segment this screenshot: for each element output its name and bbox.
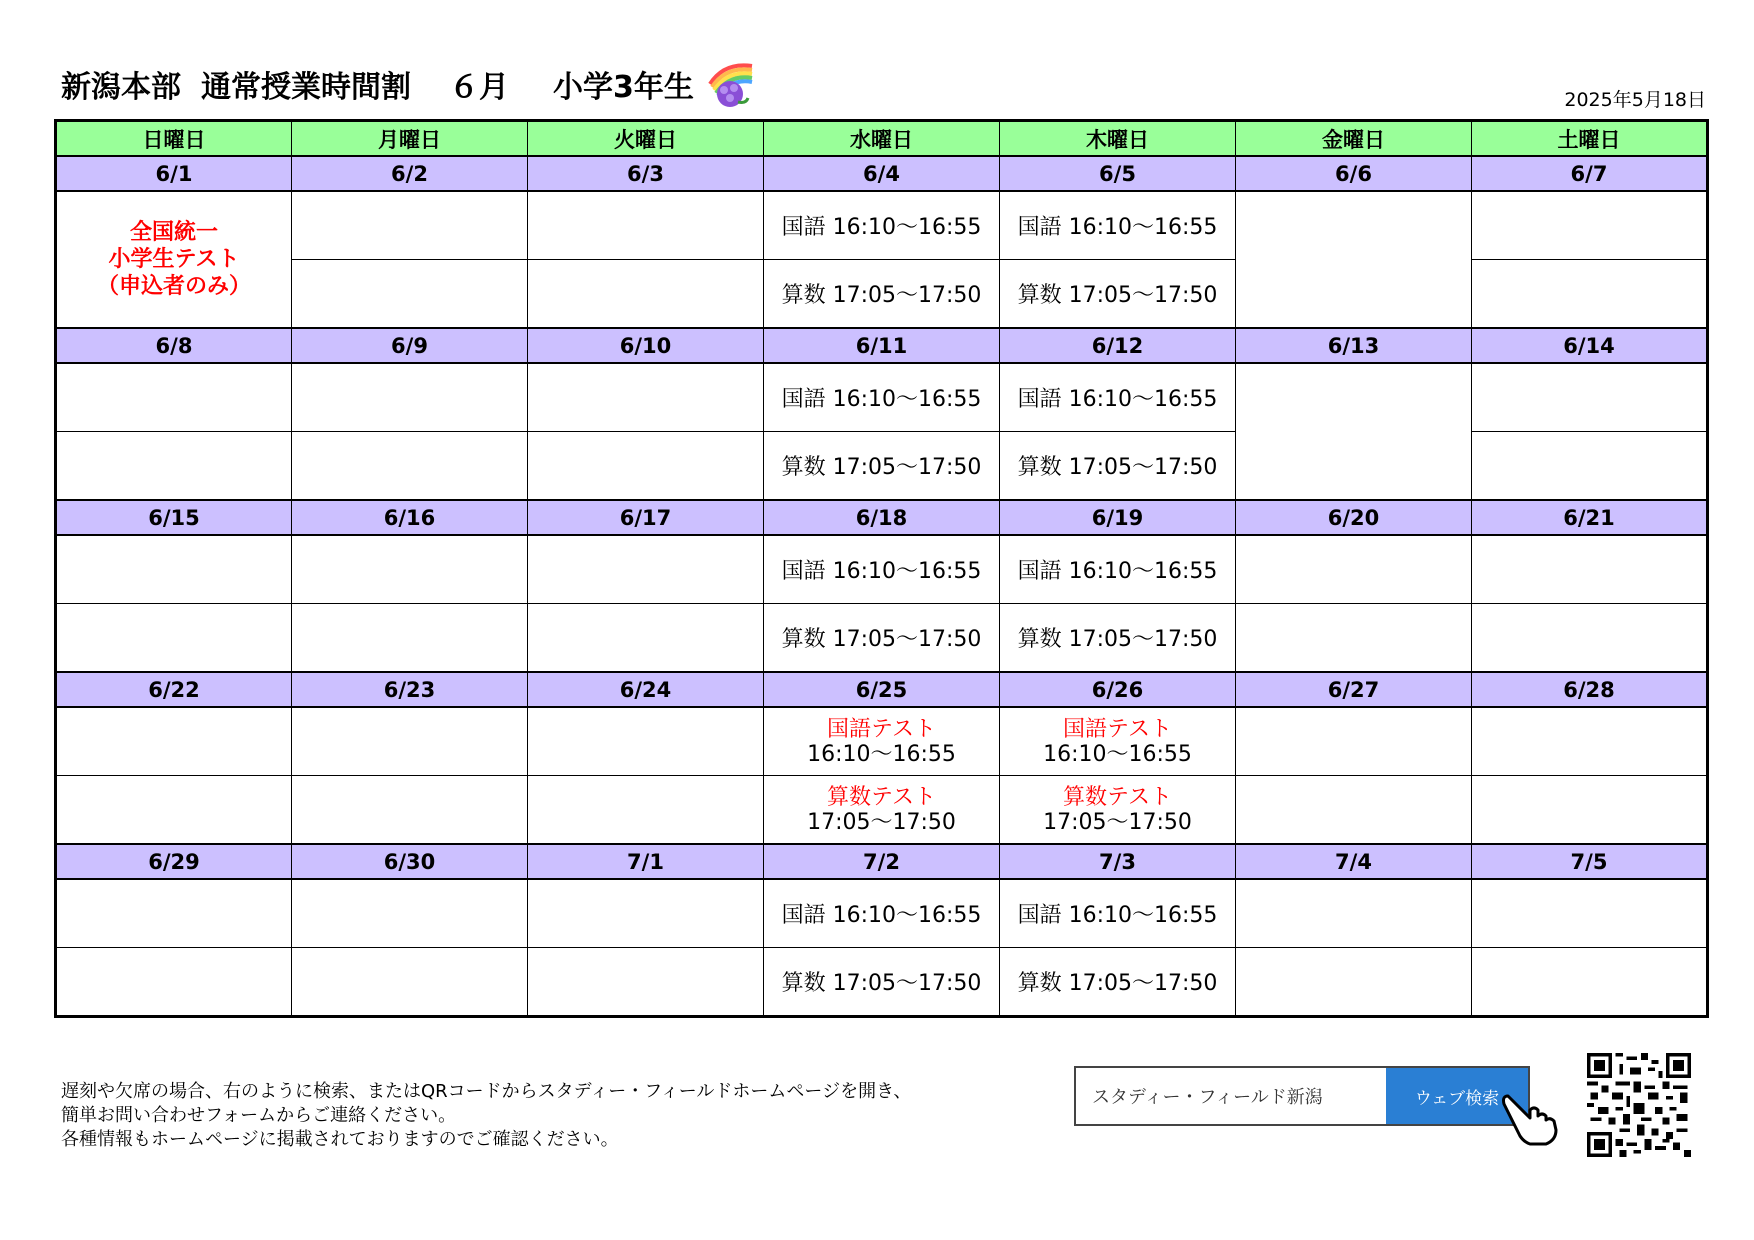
- lesson-cell: [1236, 604, 1472, 673]
- slot-row: [56, 191, 1708, 260]
- lesson-cell: [1236, 776, 1472, 845]
- lesson-cell: [1236, 879, 1472, 948]
- test-label: 算数テスト: [826, 784, 937, 810]
- lesson-cell: 算数 17:05～17:50: [764, 604, 1000, 673]
- date-cell: 6/27: [1236, 672, 1472, 707]
- lesson-cell: [1472, 535, 1708, 604]
- date-cell: 6/21: [1472, 500, 1708, 535]
- lesson-cell: [1472, 604, 1708, 673]
- lesson-cell: [292, 432, 528, 501]
- lesson-cell: [56, 948, 292, 1017]
- test-label: 算数テスト: [1062, 784, 1173, 810]
- lesson-cell: 算数 17:05～17:50: [764, 260, 1000, 329]
- test-label: 国語テスト: [1062, 716, 1173, 742]
- lesson-cell: [56, 363, 292, 432]
- date-cell: 6/20: [1236, 500, 1472, 535]
- slot-row: [56, 879, 1708, 948]
- lesson-cell: [528, 432, 764, 501]
- date-cell: 6/2: [292, 156, 528, 191]
- slot-row: [56, 363, 1708, 432]
- date-cell: 6/26: [1000, 672, 1236, 707]
- lesson-cell: [1472, 363, 1708, 432]
- date-cell: 7/1: [528, 844, 764, 879]
- lesson-cell: [292, 707, 528, 776]
- lesson-cell: 国語 16:10～16:55: [764, 879, 1000, 948]
- weekday-tue: 火曜日: [528, 121, 764, 157]
- lesson-cell: [528, 363, 764, 432]
- date-row: [56, 672, 1708, 707]
- lesson-cell: [1472, 432, 1708, 501]
- date-cell: 6/8: [56, 328, 292, 363]
- date-row: [56, 156, 1708, 191]
- date-cell: 6/24: [528, 672, 764, 707]
- test-cell: [1000, 776, 1236, 845]
- lesson-cell: [528, 879, 764, 948]
- weekday-sat: 土曜日: [1472, 121, 1708, 157]
- pointing-hand-icon: [1500, 1090, 1564, 1146]
- lesson-cell: [1472, 260, 1708, 329]
- page-title: [61, 58, 758, 110]
- date-row: [56, 328, 1708, 363]
- lesson-cell: 算数 17:05～17:50: [1000, 948, 1236, 1017]
- lesson-cell: [528, 604, 764, 673]
- date-cell: 6/15: [56, 500, 292, 535]
- slot-row: [56, 604, 1708, 673]
- title-schedule: 通常授業時間割: [201, 70, 411, 105]
- lesson-cell: [1472, 776, 1708, 845]
- lesson-cell: [528, 707, 764, 776]
- search-input: スタディー・フィールド新潟: [1092, 1087, 1323, 1108]
- date-cell: 6/3: [528, 156, 764, 191]
- date-cell: 6/6: [1236, 156, 1472, 191]
- test-time: 16:10～16:55: [807, 741, 956, 767]
- weekday-fri: 金曜日: [1236, 121, 1472, 157]
- lesson-cell: [528, 535, 764, 604]
- date-row: [56, 844, 1708, 879]
- national-test-line2: 小学生テスト: [108, 247, 240, 272]
- weekday-thu: 木曜日: [1000, 121, 1236, 157]
- search-illustration: [1074, 1066, 1530, 1126]
- title-month: ６月: [449, 70, 509, 105]
- test-cell: [1000, 707, 1236, 776]
- lesson-cell: [292, 776, 528, 845]
- date-cell: 6/12: [1000, 328, 1236, 363]
- date-cell: 6/18: [764, 500, 1000, 535]
- date-cell: 6/10: [528, 328, 764, 363]
- slot-row: [56, 707, 1708, 776]
- lesson-cell: [1472, 707, 1708, 776]
- lesson-cell: [1236, 948, 1472, 1017]
- lesson-cell: 国語 16:10～16:55: [764, 535, 1000, 604]
- weekday-sun: 日曜日: [56, 121, 292, 157]
- date-cell: 6/22: [56, 672, 292, 707]
- test-time: 17:05～17:50: [807, 809, 956, 835]
- date-cell: 6/30: [292, 844, 528, 879]
- lesson-cell: [292, 948, 528, 1017]
- issue-date: 2025年5月18日: [1564, 89, 1706, 111]
- footer-line-1: 遅刻や欠席の場合、右のように検索、またはQRコードからスタディー・フィールドホームページを開き、: [61, 1081, 912, 1102]
- date-cell: 6/4: [764, 156, 1000, 191]
- lesson-cell: [1472, 948, 1708, 1017]
- lesson-cell: [528, 776, 764, 845]
- lesson-cell: [56, 535, 292, 604]
- lesson-cell: [56, 604, 292, 673]
- lesson-cell: [1236, 191, 1472, 328]
- date-cell: 6/23: [292, 672, 528, 707]
- test-label: 国語テスト: [826, 716, 937, 742]
- qr-code-icon: [1580, 1053, 1698, 1157]
- lesson-cell: [56, 707, 292, 776]
- lesson-cell: [292, 604, 528, 673]
- lesson-cell: 算数 17:05～17:50: [1000, 604, 1236, 673]
- date-cell: 7/5: [1472, 844, 1708, 879]
- lesson-cell: 国語 16:10～16:55: [1000, 363, 1236, 432]
- date-cell: 6/5: [1000, 156, 1236, 191]
- lesson-cell: 算数 17:05～17:50: [1000, 260, 1236, 329]
- date-cell: 6/29: [56, 844, 292, 879]
- test-time: 17:05～17:50: [1043, 809, 1192, 835]
- lesson-cell: [56, 879, 292, 948]
- lesson-cell: [56, 776, 292, 845]
- lesson-cell: 算数 17:05～17:50: [764, 432, 1000, 501]
- date-cell: 6/11: [764, 328, 1000, 363]
- title-branch: 新潟本部: [61, 70, 181, 105]
- lesson-cell: [1236, 707, 1472, 776]
- lesson-cell: 国語 16:10～16:55: [1000, 535, 1236, 604]
- slot-row: [56, 535, 1708, 604]
- slot-row: [56, 948, 1708, 1017]
- national-test-line1: 全国統一: [129, 220, 218, 245]
- date-cell: 7/4: [1236, 844, 1472, 879]
- national-test-notice: [56, 191, 292, 328]
- date-cell: 6/19: [1000, 500, 1236, 535]
- test-cell: [764, 776, 1000, 845]
- test-cell: [764, 707, 1000, 776]
- lesson-cell: [292, 363, 528, 432]
- date-cell: 7/3: [1000, 844, 1236, 879]
- date-cell: 6/28: [1472, 672, 1708, 707]
- hydrangea-rainbow-icon: [704, 58, 758, 110]
- lesson-cell: 国語 16:10～16:55: [1000, 191, 1236, 260]
- date-cell: 6/16: [292, 500, 528, 535]
- national-test-line3: （申込者のみ）: [96, 274, 251, 299]
- date-cell: 7/2: [764, 844, 1000, 879]
- lesson-cell: 国語 16:10～16:55: [1000, 879, 1236, 948]
- date-cell: 6/13: [1236, 328, 1472, 363]
- lesson-cell: [56, 432, 292, 501]
- lesson-cell: [528, 260, 764, 329]
- lesson-cell: [292, 535, 528, 604]
- weekday-wed: 水曜日: [764, 121, 1000, 157]
- title-grade: 小学3年生: [553, 70, 694, 105]
- date-row: [56, 500, 1708, 535]
- footer-notice: [61, 1080, 911, 1152]
- timetable: [54, 119, 1709, 1018]
- lesson-cell: [528, 191, 764, 260]
- date-cell: 6/14: [1472, 328, 1708, 363]
- date-cell: 6/1: [56, 156, 292, 191]
- slot-row: [56, 776, 1708, 845]
- lesson-cell: 国語 16:10～16:55: [764, 191, 1000, 260]
- date-cell: 6/17: [528, 500, 764, 535]
- footer-line-3: 各種情報もホームページに掲載されておりますのでご確認ください。: [61, 1129, 619, 1150]
- lesson-cell: [292, 191, 528, 260]
- date-cell: 6/7: [1472, 156, 1708, 191]
- lesson-cell: 算数 17:05～17:50: [1000, 432, 1236, 501]
- test-time: 16:10～16:55: [1043, 741, 1192, 767]
- footer-line-2: 簡単お問い合わせフォームからご連絡ください。: [61, 1105, 457, 1126]
- lesson-cell: [292, 260, 528, 329]
- lesson-cell: [1472, 879, 1708, 948]
- lesson-cell: [528, 948, 764, 1017]
- lesson-cell: 国語 16:10～16:55: [764, 363, 1000, 432]
- date-cell: 6/9: [292, 328, 528, 363]
- weekday-header-row: [56, 121, 1708, 157]
- web-search-button: ウェブ検索: [1386, 1068, 1528, 1124]
- lesson-cell: [1236, 535, 1472, 604]
- lesson-cell: 算数 17:05～17:50: [764, 948, 1000, 1017]
- date-cell: 6/25: [764, 672, 1000, 707]
- weekday-mon: 月曜日: [292, 121, 528, 157]
- lesson-cell: [292, 879, 528, 948]
- lesson-cell: [1236, 363, 1472, 500]
- lesson-cell: [1472, 191, 1708, 260]
